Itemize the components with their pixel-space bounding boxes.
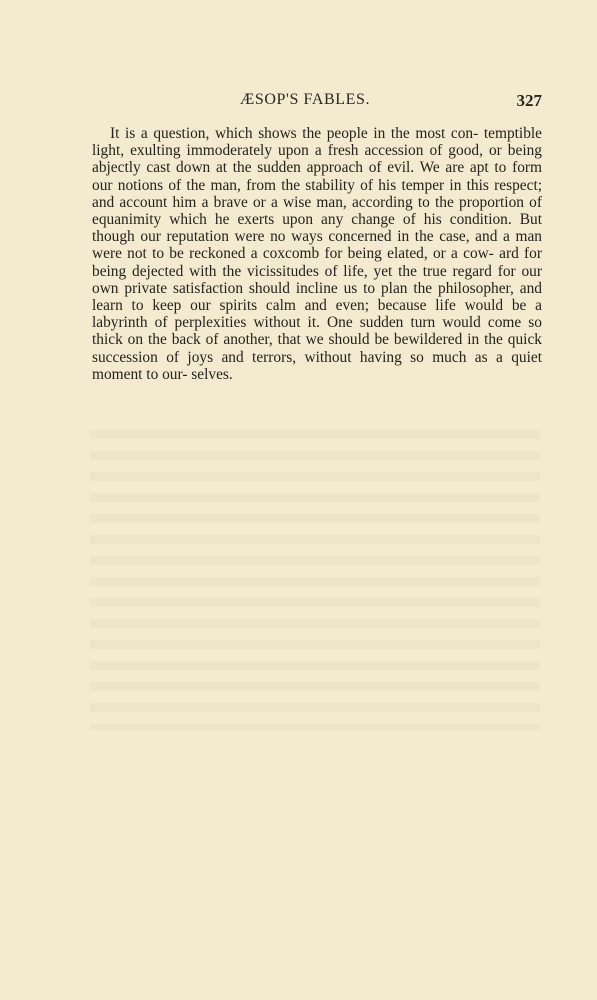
running-head	[92, 91, 542, 111]
running-title: ÆSOP'S FABLES.	[240, 91, 371, 108]
page-number: 327	[516, 91, 542, 110]
body-paragraph: It is a question, which shows the people in the most con- temptible light, exulting immoderately upon a fresh accession of good, or being abjectly cast down at the sudden approach of evil. We are apt to form our notions of the man, from the stability of his temper in this respect; and account him a brave or a wise man, according to the proportion of equanimity which he exerts upon any change of his condition. But though our reputation were no ways concerned in the case, and a man were not to be reckoned a coxcomb for being elated, or a cow- ard for being dejected with the vicissitudes of life, yet the true regard for our own private satisfaction should incline us to plan the philosopher, and learn to keep our spirits calm and even; because life would be a labyrinth of perplexities without it. One sudden turn would come so thick on the back of another, that we should be bewildered in the quick succession of joys and terrors, without having so much as a quiet moment to our- selves.	[92, 125, 542, 383]
